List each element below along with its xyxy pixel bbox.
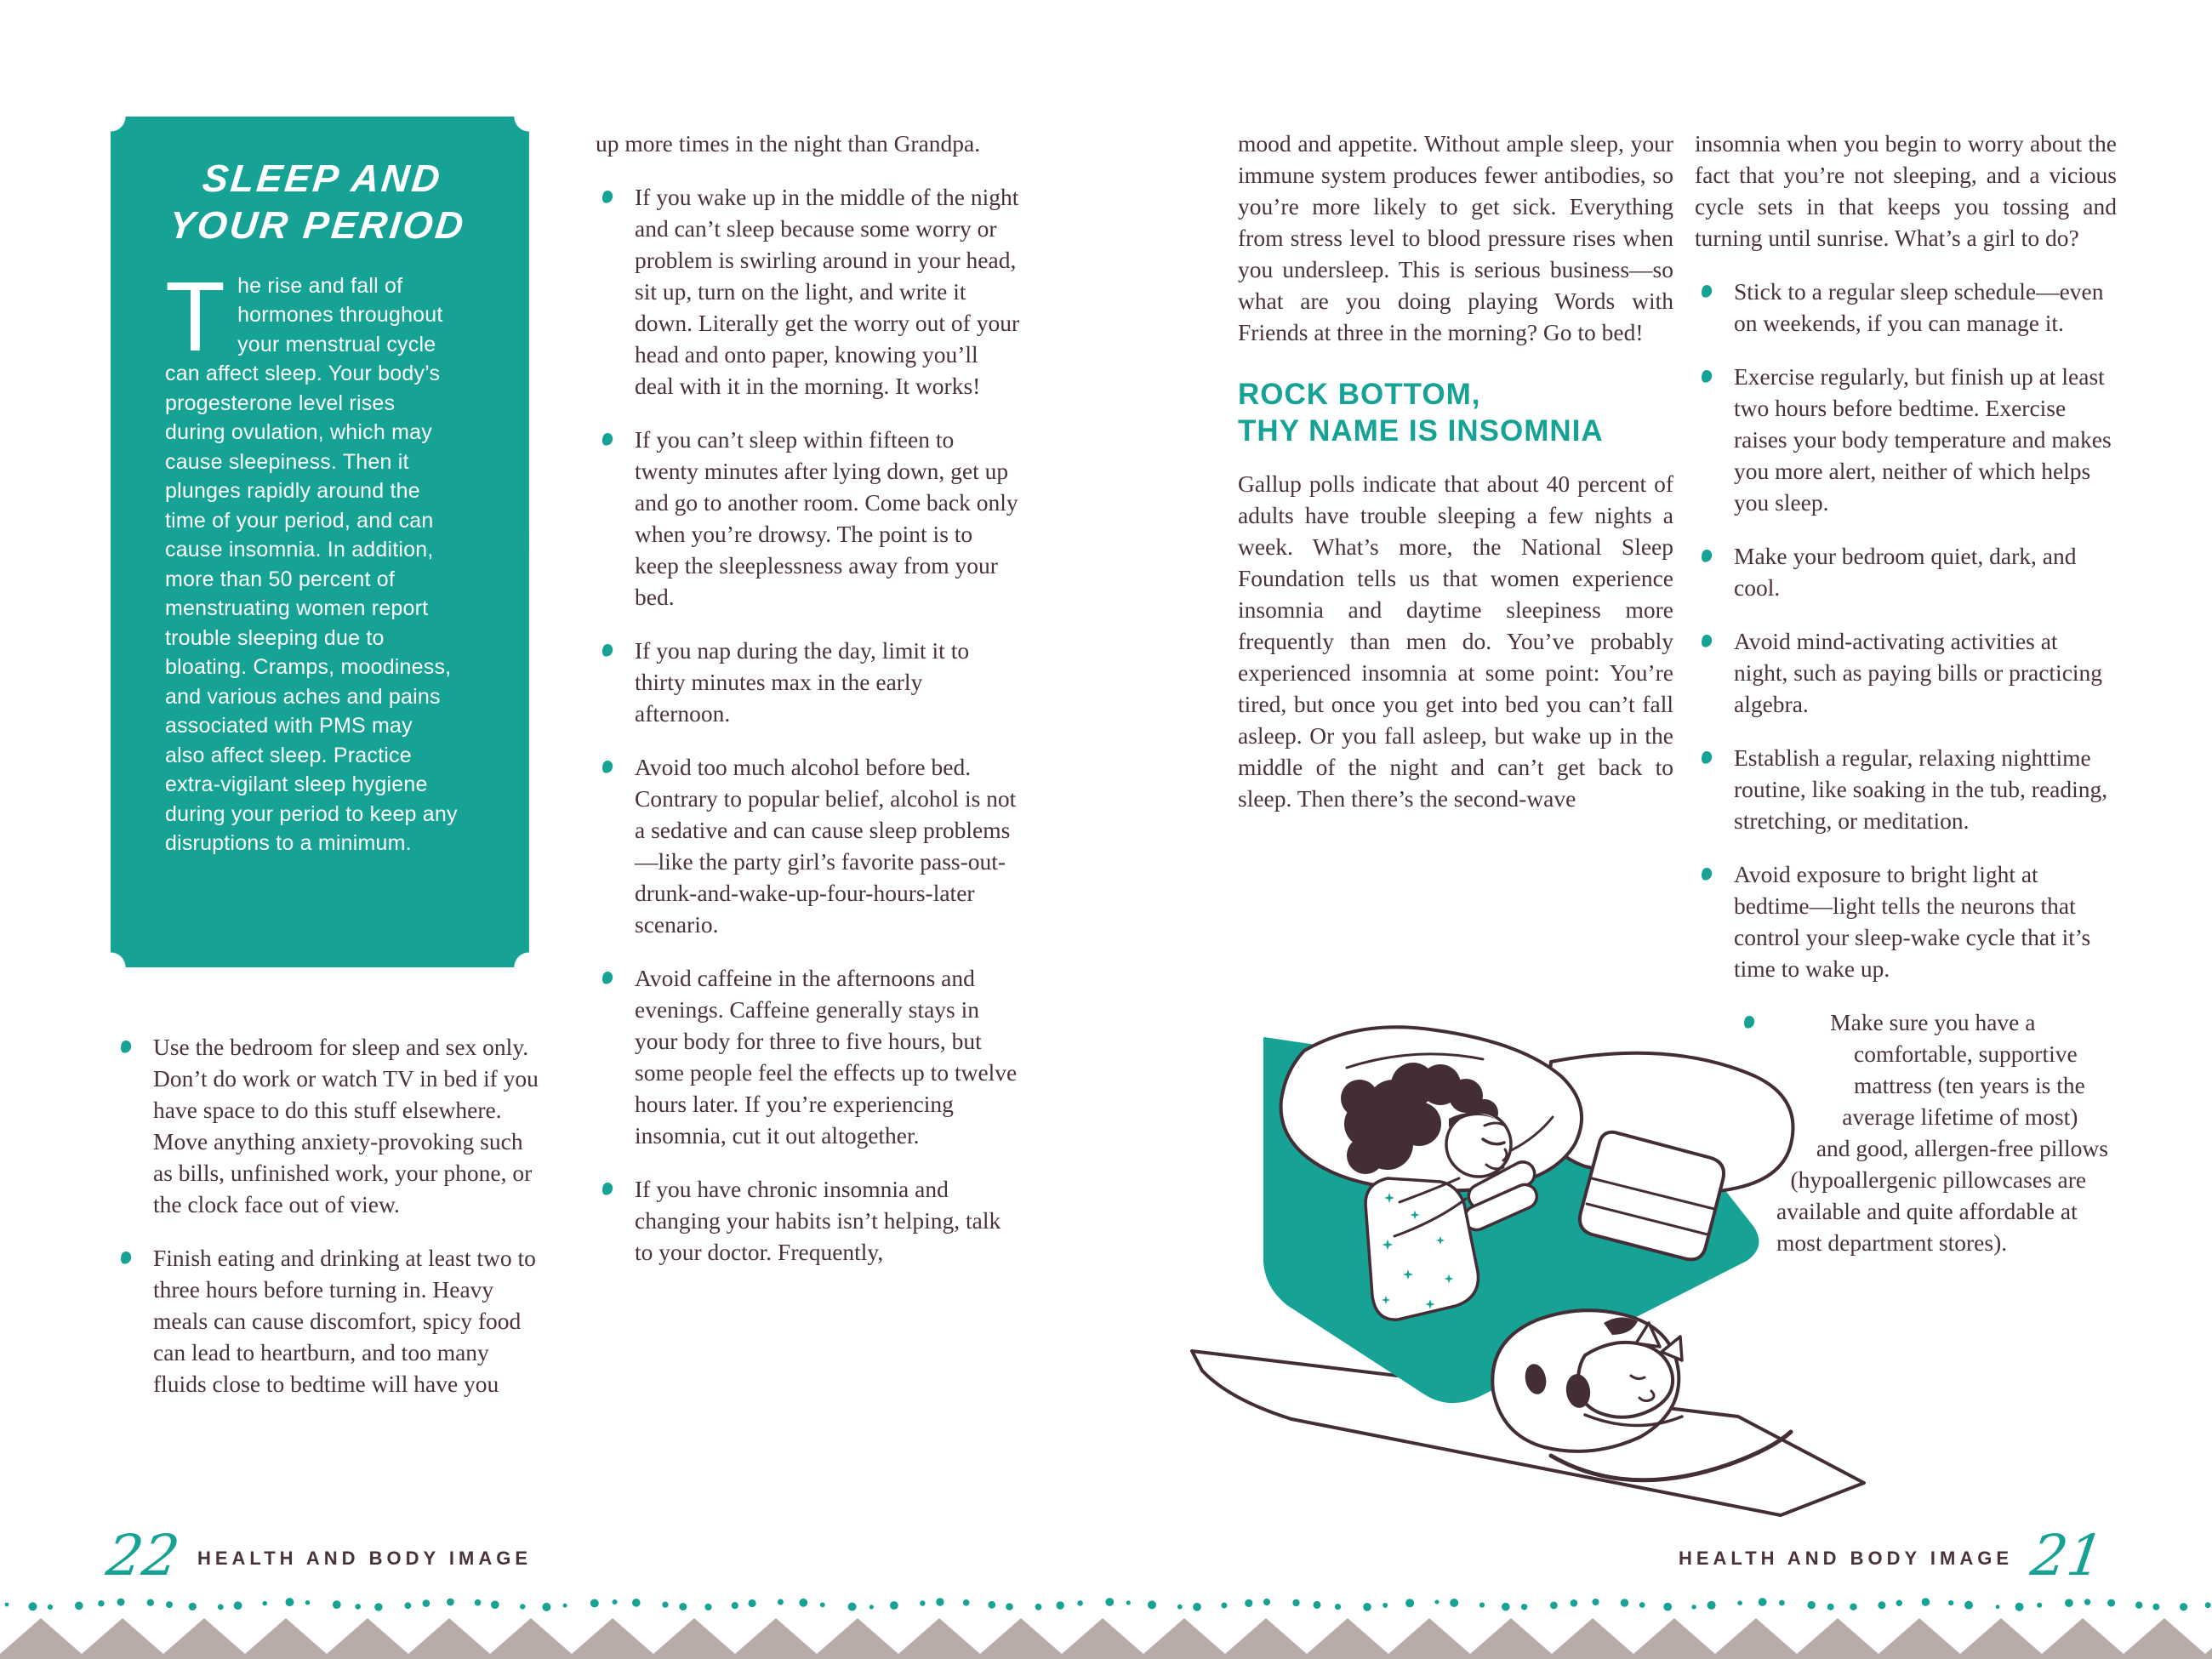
bullet-icon xyxy=(119,1251,133,1266)
page-number: 21 xyxy=(2027,1523,2108,1588)
list-item xyxy=(1695,858,2117,984)
bullet-text: If you have chronic insomnia and changing your habits isn’t helping, talk to your doctor. Frequently, xyxy=(635,1176,1001,1265)
footer-left xyxy=(102,1523,533,1588)
box-title-line1: SLEEP AND xyxy=(200,157,445,200)
list-item xyxy=(596,635,1021,729)
box-title-line2: YOUR PERIOD xyxy=(167,202,468,247)
list-item xyxy=(596,424,1021,613)
bullet-icon xyxy=(601,760,614,775)
bullet-icon xyxy=(1700,750,1713,766)
bullet-icon xyxy=(1700,549,1713,564)
bullet-text: Make your bedroom quiet, dark, and cool. xyxy=(1734,543,2077,601)
body-paragraph: Gallup polls indicate that about 40 percent of adults have trouble sleeping a few nights a week. What’s more, the National Sleep Foundation tells us that women experience insomnia and daytime sleepiness more frequently than men do. You’ve probably experienced insomnia at some point: You’re tired, but once you get into bed you can’t fall asleep. Or you fall asleep, but wake up in the middle of the night and can’t get back to sleep. Then there’s the second-wave xyxy=(1238,470,1673,812)
left-column-1 xyxy=(114,1031,544,1422)
bullet-text: Use the bedroom for sleep and sex only. Don’t do work or watch TV in bed if you have space to do this stuff elsewhere. Move anything anxiety-provoking such as bills, unfinished work, your phone, or the clock face out of view. xyxy=(153,1034,539,1217)
section-heading-line2: THY NAME IS INSOMNIA xyxy=(1238,413,1604,448)
bullet-icon xyxy=(1700,284,1713,299)
bullet-text: Avoid exposure to bright light at bedtime—light tells the neurons that control your sleep-wake cycle that it’s time to wake up. xyxy=(1734,861,2091,982)
dropcap: T xyxy=(165,260,226,372)
bullet-text: Make sure you have a comfortable, supportive mattress (ten years is the average lifetime of most) and good, allergen-free pillows (hypoallergenic pillowcases are available and quite affordable at most department stores). xyxy=(1776,1009,2108,1256)
list-item xyxy=(596,962,1021,1151)
list-item xyxy=(596,751,1021,940)
bullet-text: Exercise regularly, but finish up at least two hours before bedtime. Exercise raises your body temperature and makes you more alert, neither of which helps you sleep. xyxy=(1734,363,2112,516)
bullet-text: Finish eating and drinking at least two to three hours before turning in. Heavy meals can cause discomfort, spicy food can lead to heartburn, and too many fluids close to bedtime will have you xyxy=(153,1245,536,1397)
left-column-2 xyxy=(596,128,1021,1290)
continuation-paragraph: insomnia when you begin to worry about the fact that you’re not sleeping, and a vicious cycle sets in that keeps you tossing and turning until sunrise. What’s a girl to do? xyxy=(1695,130,2117,251)
bullet-icon xyxy=(601,1182,614,1197)
running-footer-label: HEALTH AND BODY IMAGE xyxy=(197,1548,533,1569)
bullet-icon xyxy=(119,1040,133,1055)
sleep-and-your-period-box xyxy=(111,117,529,967)
right-column-1 xyxy=(1238,128,1673,836)
bullet-text: Avoid caffeine in the afternoons and evenings. Caffeine generally stays in your body for three to five hours, but some people feel the effects up to twelve hours later. If you’re experiencing insomnia, cut it out altogether. xyxy=(635,965,1018,1149)
bullet-text: If you nap during the day, limit it to thirty minutes max in the early afternoon. xyxy=(635,637,970,727)
sleeping-woman-with-cat-illustration xyxy=(1185,1023,1876,1527)
zigzag-border xyxy=(0,1618,2212,1659)
bullet-icon xyxy=(601,432,614,448)
list-item xyxy=(114,1031,544,1220)
bullet-text: Avoid too much alcohol before bed. Contrary to popular belief, alcohol is not a sedative and can cause sleep problems—like the party girl’s favorite pass-out-drunk-and-wake-up-four-hours-later scenario. xyxy=(635,754,1017,938)
bullet-icon xyxy=(601,971,614,986)
list-item xyxy=(596,181,1021,402)
bullet-icon xyxy=(1700,369,1713,385)
list-item xyxy=(1695,742,2117,836)
list-item xyxy=(1695,361,2117,518)
dotted-divider xyxy=(0,1593,2212,1616)
bullet-icon xyxy=(601,643,614,658)
bullet-icon xyxy=(1700,867,1713,882)
page-number: 22 xyxy=(102,1523,184,1588)
list-item xyxy=(1695,540,2117,603)
footer-right xyxy=(1678,1523,2108,1588)
bullet-text: Stick to a regular sleep schedule—even on weekends, if you can manage it. xyxy=(1734,278,2104,336)
bullet-text: Establish a regular, relaxing nighttime routine, like soaking in the tub, reading, stretching, or meditation. xyxy=(1734,744,2108,834)
cat-head xyxy=(1578,1343,1673,1417)
continuation-paragraph: up more times in the night than Grandpa. xyxy=(596,130,981,157)
bullet-icon xyxy=(1700,634,1713,649)
section-heading-line1: ROCK BOTTOM, xyxy=(1238,378,1481,411)
list-item xyxy=(596,1173,1021,1268)
box-body-text: he rise and fall of hormones throughout your menstrual cycle can affect sleep. Your body’s progesterone level rises during ovulation, which may cause sleepiness. Then it plunges rapidly around the time of your period, and can cause insomnia. In addition, more than 50 percent of menstruating women report trouble sleeping due to bloating. Cramps, moodiness, and various aches and pains associated with PMS may also affect sleep. Practice extra-vigilant sleep hygiene during your period to keep any disruptions to a minimum. xyxy=(165,273,458,856)
bullet-icon xyxy=(601,190,614,205)
section-heading xyxy=(1238,377,1673,449)
list-item xyxy=(1695,625,2117,720)
bullet-text: If you wake up in the middle of the night and can’t sleep because some worry or problem is swirling around in your head, sit up, turn on the light, and write it down. Literally get the worry out of your head and onto paper, knowing you’ll deal with it in the morning. It works! xyxy=(635,184,1020,399)
body-paragraph: mood and appetite. Without ample sleep, your immune system produces fewer antibodies, so you’re more likely to get sick. Everything from stress level to blood pressure rises when you undersleep. This is serious business—so what are you doing playing Words with Friends at three in the morning? Go to bed! xyxy=(1238,130,1673,345)
running-footer-label: HEALTH AND BODY IMAGE xyxy=(1678,1548,2014,1569)
star-pattern-top xyxy=(1365,1178,1478,1320)
list-item xyxy=(1695,276,2117,339)
box-title xyxy=(131,156,509,249)
bullet-text: Avoid mind-activating activities at night, such as paying bills or practicing algebra. xyxy=(1734,628,2103,717)
bullet-text: If you can’t sleep within fifteen to twenty minutes after lying down, get up and go to another room. Come back only when you’re drowsy. The point is to keep the sleeplessness away from your bed. xyxy=(635,426,1018,610)
box-body xyxy=(165,260,458,858)
list-item xyxy=(114,1242,544,1400)
